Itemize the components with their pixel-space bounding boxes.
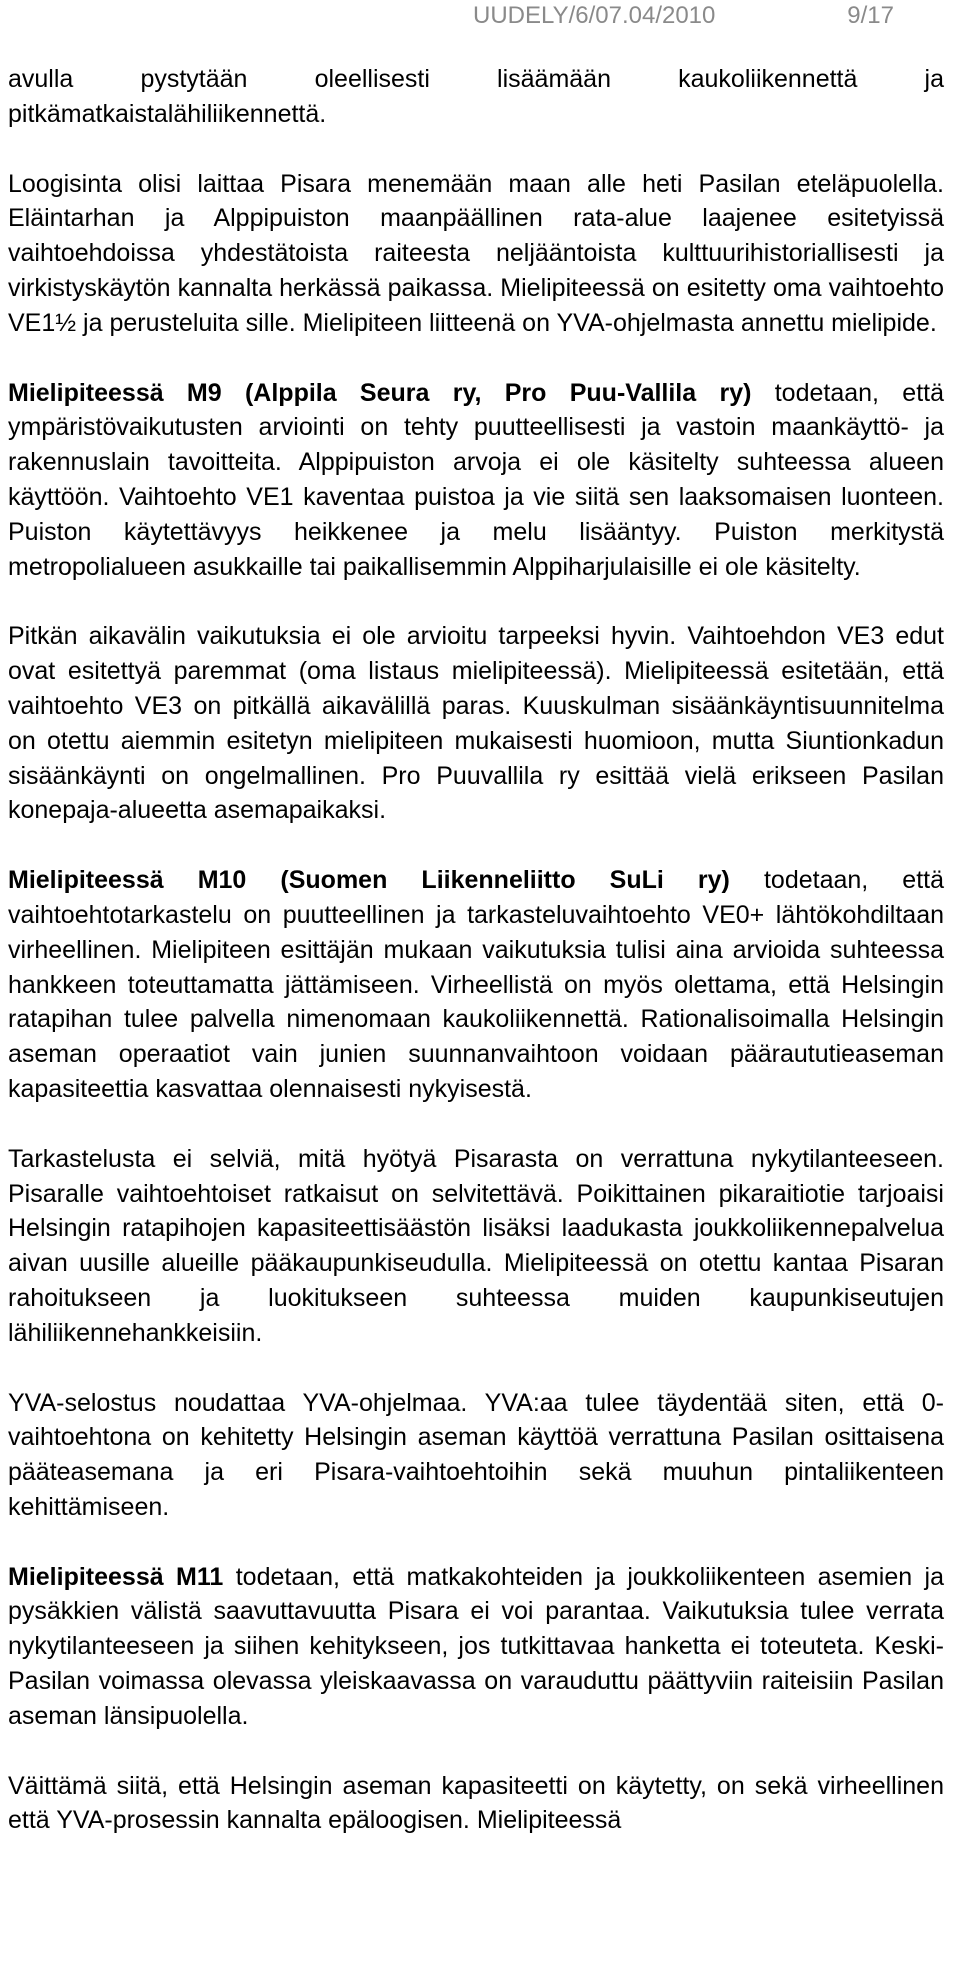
paragraph (8, 1386, 944, 1525)
document-body (8, 62, 944, 1873)
paragraph-text: Loogisinta olisi laittaa Pisara menemään maan alle heti Pasilan eteläpuolella. Eläintarhan ja Alppipuiston maanpäällinen rata-alue laajenee esitetyissä vaihtoehdoissa yhdestätoista raiteesta neljääntoista kulttuurihistoriallisesti ja virkistyskäytön kannalta herkässä paikassa. Mielipiteessä on esitetty oma vaihtoehto VE1½ ja perusteluita sille. Mielipiteen liitteenä on YVA-ohjelmasta annettu mielipide. (8, 169, 944, 337)
paragraph (8, 1769, 944, 1839)
paragraph (8, 1560, 944, 1734)
paragraph-text: todetaan, että vaihtoehtotarkastelu on puutteellinen ja tarkasteluvaihtoehto VE0+ lähtökohdiltaan virheellinen. Mielipiteen esittäjän mukaan vaikutuksia tulisi aina arvioida suhteessa hankkeen toteuttamatta jättämiseen. Virheellistä on myös olettama, että Helsingin ratapihan tulee palvella nimenomaan kaukoliikennettä. Rationalisoimalla Helsingin aseman operaatiot vain junien suunnanvaihtoon voidaan pääraututieaseman kapasiteettia kasvattaa olennaisesti nykyisestä. (8, 866, 945, 1103)
paragraph-text: Pitkän aikavälin vaikutuksia ei ole arvioitu tarpeeksi hyvin. Vaihtoehdon VE3 edut ovat esitettyä paremmat (oma listaus mielipiteessä). Mielipiteessä esitetään, että vaihtoehto VE3 on pitkällä aikavälillä paras. Kuuskulman sisäänkäyntisuunnitelma on otettu aiemmin esitetyn mielipiteen mukaisesti huomioon, mutta Siuntionkadun sisäänkäynti on ongelmallinen. Pro Puuvallila ry esittää vielä erikseen Pasilan konepaja-alueetta asemapaikaksi. (8, 622, 944, 825)
paragraph-text: avulla pystytään oleellisesti lisäämään kaukoliikennettä ja pitkämatkaistalähiliikennettä. (8, 65, 944, 128)
paragraph-text: todetaan, että ympäristövaikutusten arviointi on tehty puutteellisesti ja vastoin maankäyttö- ja rakennuslain tavoitteita. Alppipuiston arvoja ei ole käsitelty suhteessa alueen käyttöön. Vaihtoehto VE1 kaventaa puistoa ja vie siitä sen laaksomaisen luonteen. Puiston käytettävyys heikkenee ja melu lisääntyy. Puiston merkitystä metropolialueen asukkaille tai paikallisemmin Alppiharjulaisille ei ole käsitelty. (8, 378, 944, 581)
paragraph-bold-lead: Mielipiteessä M10 (Suomen Liikenneliitto SuLi ry) (8, 866, 730, 895)
paragraph (8, 167, 944, 341)
paragraph-bold-lead: Mielipiteessä M9 (Alppila Seura ry, Pro Puu-Vallila ry) (8, 378, 752, 407)
paragraph-text: Tarkastelusta ei selviä, mitä hyötyä Pisarasta on verrattuna nykytilanteeseen. Pisaralle vaihtoehtoiset ratkaisut on selvitettävä. Poikittainen pikaraitiotie tarjoaisi Helsingin ratapihojen kapasiteettisäästön lisäksi laadukasta joukkoliikennepalvelua aivan uusille alueille pääkaupunkiseudulla. Mielipiteessä on otettu kantaa Pisaran rahoitukseen ja luokitukseen suhteessa muiden kaupunkiseutujen lähiliikennehankkeisiin. (8, 1144, 944, 1347)
paragraph (8, 863, 944, 1107)
page-header (0, 2, 960, 36)
paragraph-text: Väittämä siitä, että Helsingin aseman kapasiteetti on käytetty, on sekä virheellinen että YVA-prosessin kannalta epäloogisen. Mielipiteessä (8, 1771, 944, 1835)
paragraph-text: YVA-selostus noudattaa YVA-ohjelmaa. YVA:aa tulee täydentää siten, että 0-vaihtoehtona on kehitetty Helsingin aseman käyttöä verrattuna Pasilan osittaisena pääteasemana ja eri Pisara-vaihtoehtoihin sekä muuhun pintaliikenteen kehittämiseen. (8, 1388, 944, 1521)
paragraph (8, 376, 944, 585)
paragraph-bold-lead: Mielipiteessä M11 (8, 1562, 224, 1591)
paragraph-text: todetaan, että matkakohteiden ja joukkoliikenteen asemien ja pysäkkien välistä saavuttavuutta Pisara ei voi parantaa. Vaikutuksia tulee verrata nykytilanteeseen ja siihen kehitykseen, jos tutkittavaa hanketta ei toteuteta. Keski-Pasilan voimassa olevassa yleiskaavassa on varauduttu päättyviin raiteisiin Pasilan aseman länsipuolella. (8, 1562, 945, 1730)
document-reference: UUDELY/6/07.04/2010 (473, 2, 716, 29)
page-number: 9/17 (847, 2, 894, 29)
paragraph (8, 1142, 944, 1351)
paragraph (8, 62, 944, 132)
paragraph (8, 619, 944, 828)
